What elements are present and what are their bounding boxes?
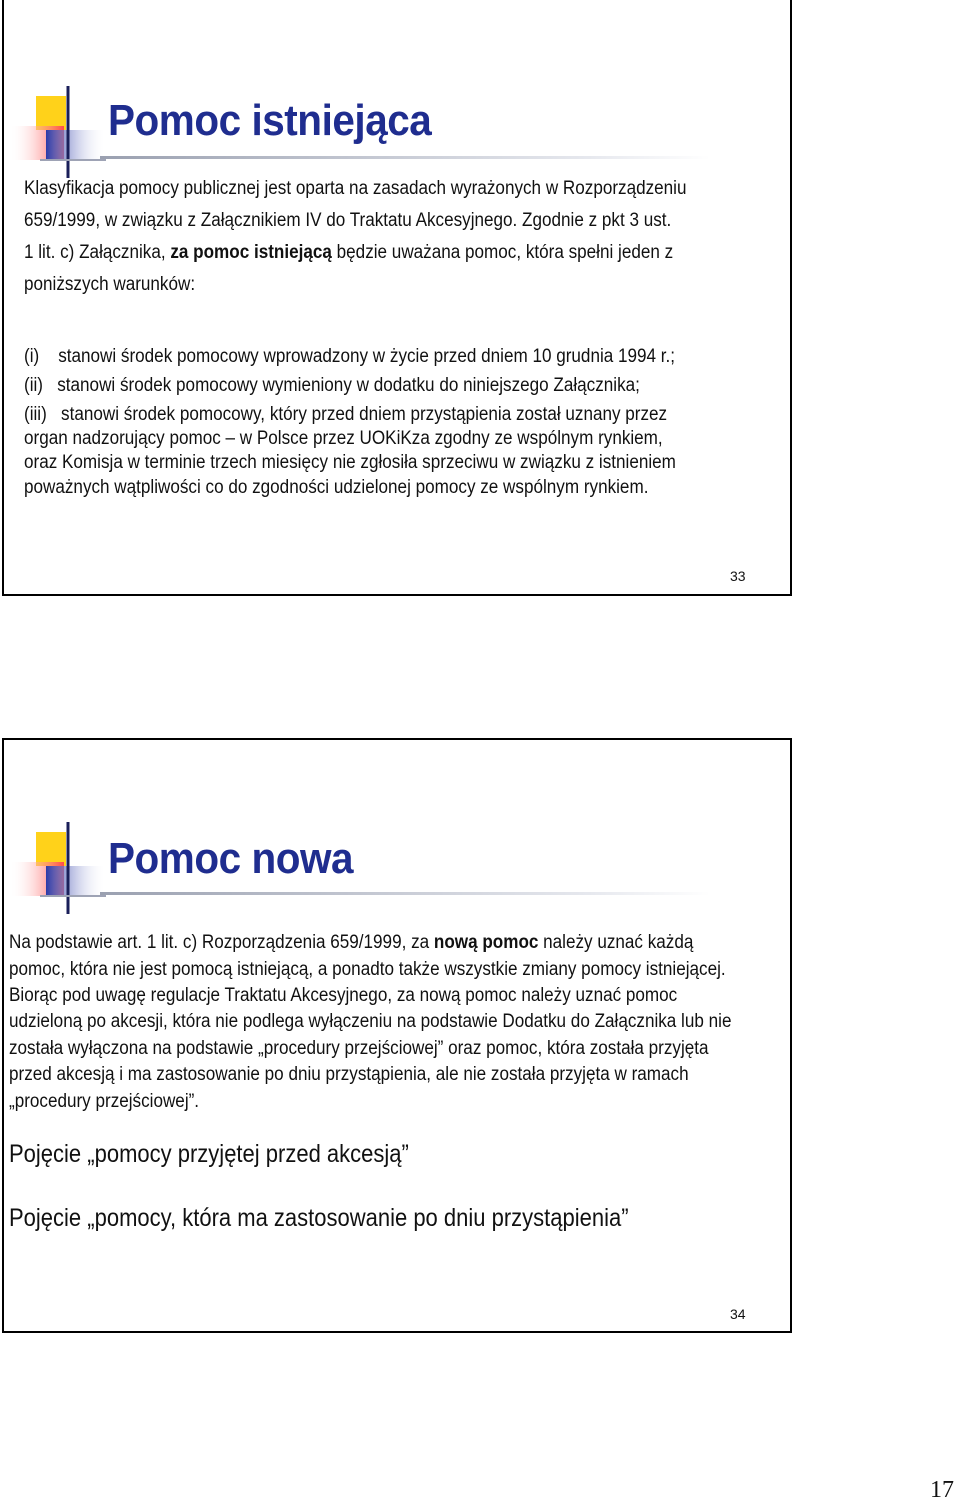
- concept-before-accession: Pojęcie „pomocy przyjętej przed akcesją”: [9, 1140, 409, 1168]
- slide-33: [2, 0, 792, 596]
- concept-after-accession: Pojęcie „pomocy, która ma zastosowanie po dniu przystąpienia”: [9, 1204, 629, 1232]
- condition-iii-line-3: oraz Komisja w terminie trzech miesięcy nie zgłosiła sprzeciwu w związku z istnieniem: [24, 452, 676, 473]
- condition-i: (i) stanowi środek pomocowy wprowadzony w życie przed dniem 10 grudnia 1994 r.;: [24, 346, 676, 367]
- title-rule: [100, 156, 710, 159]
- intro-line-4: poniższych warunków:: [24, 274, 196, 295]
- body-line-1: [9, 930, 693, 955]
- intro-line-3c: będzie uważana pomoc, która spełni jeden z: [336, 242, 674, 263]
- slide-logo-icon: [10, 86, 106, 178]
- slide-logo-icon: [10, 822, 106, 914]
- body-line-3: Biorąc pod uwagę regulacje Traktatu Akcesyjnego, za nową pomoc należy uznać pomoc: [9, 985, 678, 1006]
- body-line-4: udzieloną po akcesji, która nie podlega wyłączeniu na podstawie Dodatku do Załącznika lub nie: [9, 1011, 732, 1032]
- slide-title: Pomoc istniejąca: [108, 96, 432, 145]
- body-line-6: przed akcesją i ma zastosowanie po dniu przystąpienia, ale nie została przyjęta w ramach: [9, 1064, 689, 1085]
- intro-line-3: [24, 240, 673, 265]
- slide-number: 33: [730, 568, 746, 584]
- intro-line-2: 659/1999, w związku z Załącznikiem IV do Traktatu Akcesyjnego. Zgodnie z pkt 3 ust.: [24, 210, 672, 231]
- body-line-2: pomoc, która nie jest pomocą istniejącą, a ponadto także wszystkie zmiany pomocy istniejącej.: [9, 959, 726, 980]
- slide-title: Pomoc nowa: [108, 834, 354, 883]
- body-line-1a: Na podstawie art. 1 lit. c) Rozporządzenia 659/1999, za: [9, 932, 430, 953]
- condition-iii-line-1: (iii) stanowi środek pomocowy, który przed dniem przystąpienia został uznany przez: [24, 404, 668, 425]
- title-rule: [100, 892, 710, 895]
- body-line-1c: należy uznać każdą: [543, 932, 694, 953]
- intro-line-3a: 1 lit. c) Załącznika,: [24, 242, 166, 263]
- body-line-5: została wyłączona na podstawie „procedury przejściowej” oraz pomoc, która została przyjęta: [9, 1038, 709, 1059]
- existing-aid-term: za pomoc istniejącą: [170, 242, 332, 263]
- condition-iii-line-4: poważnych wątpliwości co do zgodności udzielonej pomocy ze wspólnym rynkiem.: [24, 477, 649, 498]
- condition-iii-line-2: organ nadzorujący pomoc – w Polsce przez UOKiKza zgodny ze wspólnym rynkiem,: [24, 428, 663, 449]
- condition-ii: (ii) stanowi środek pomocowy wymieniony w dodatku do niniejszego Załącznika;: [24, 375, 640, 396]
- new-aid-term: nową pomoc: [433, 932, 539, 953]
- body-line-7: „procedury przejściowej”.: [9, 1091, 200, 1112]
- page-number: 17: [930, 1477, 954, 1503]
- intro-line-1: Klasyfikacja pomocy publicznej jest oparta na zasadach wyrażonych w Rozporządzeniu: [24, 178, 687, 199]
- slide-number: 34: [730, 1306, 746, 1322]
